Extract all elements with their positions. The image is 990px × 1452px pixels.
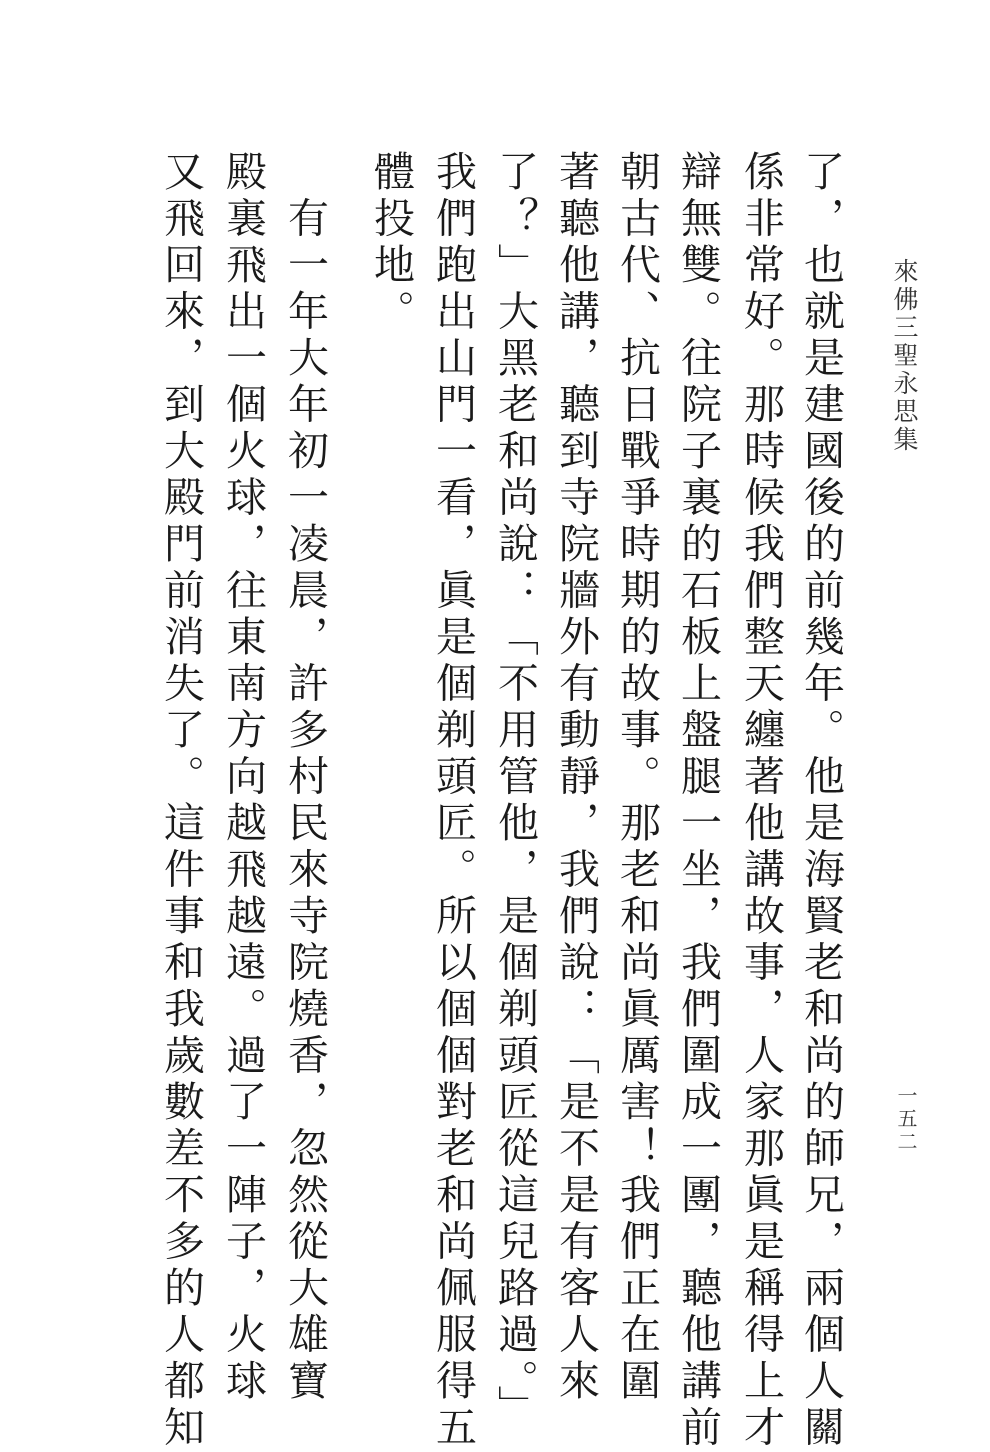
text-column: 我們跑出山門一看，眞是個剃頭匠。所以個個對老和尚佩服得五 (429, 150, 477, 1452)
text-column: 係非常好。那時候我們整天纏著他講故事，人家那眞是稱得上才 (737, 150, 785, 1452)
page-number: 一五二 (894, 1085, 918, 1154)
text-column: 又飛回來，到大殿門前消失了。這件事和我歲數差不多的人都知 (157, 150, 205, 1452)
text-column: 著聽他講，聽到寺院牆外有動靜，我們說：「是不是有客人來 (552, 150, 600, 1406)
text-column: 了？」大黑老和尚說：「不用管他，是個剃頭匠從這兒路過。」 (491, 150, 539, 1432)
text-column: 殿裏飛出一個火球，往東南方向越飛越遠。過了一陣子，火球 (219, 150, 267, 1406)
text-column: 朝古代、抗日戰爭時期的故事。那老和尚眞厲害！我們正在圍 (613, 150, 661, 1406)
text-column: 了，也就是建國後的前幾年。他是海賢老和尚的師兄，兩個人關 (797, 150, 845, 1452)
text-column: 辯無雙。往院子裏的石板上盤腿一坐，我們圍成一團，聽他講前 (674, 150, 722, 1452)
paragraph-start-column: 有一年大年初一凌晨，許多村民來寺院燒香，忽然從大雄寶 (281, 150, 329, 1406)
text-column: 體投地。 (367, 150, 415, 336)
running-header-title: 來佛三聖永思集 (890, 258, 919, 454)
